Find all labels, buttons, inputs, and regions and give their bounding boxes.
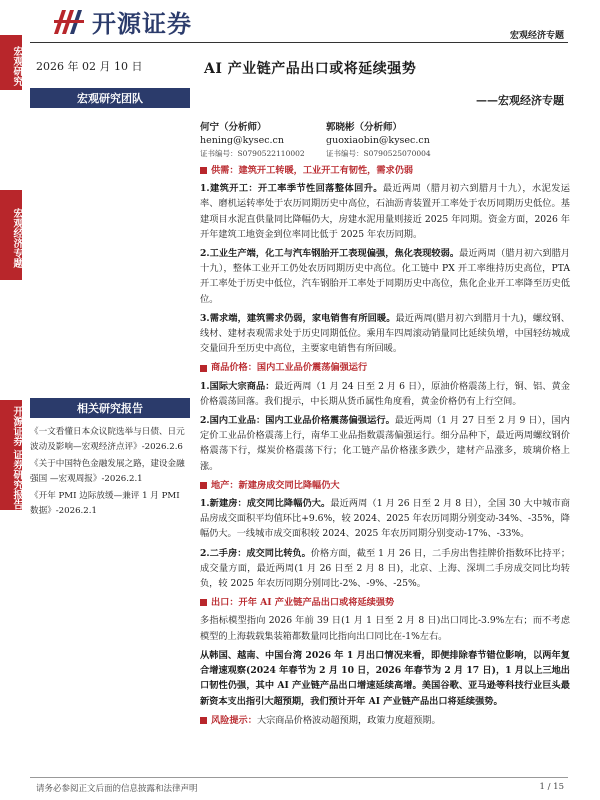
paragraph: 多指标模型指向 2026 年前 39 日(1 月 1 日至 2 月 8 日)出口同比-3.9%左右；而不考虑模型的上海载载集装箱都数量同比指向出口同比在-1%左右。 — [200, 615, 570, 642]
footer-divider — [30, 777, 568, 778]
paragraph-emphasis: 从韩国、越南、中国台湾 2026 年 1 月出口情况来看，即便排除春节错位影响，以两年复合增速观察(2024 年春节为 2 月 10 日，2026 年春节为 2 月 17 日)，1 月以上三地出口韧性仍强，其中 AI 产业链产品出口增速延续高增。美国谷歌、亚马逊等科技行业巨头最新资本支出指引大超预期，我们预计开年 AI 产业链产品出口将延续强势。 — [200, 649, 570, 707]
related-report-item[interactable]: 《关于中国特色金融发展之路，建设金融强国 —宏观周报》-2026.2.1 — [30, 459, 185, 484]
header-divider — [30, 42, 568, 43]
bullet-square-icon — [200, 365, 207, 372]
paragraph: 1.建筑开工：开工率季节性回落整体回升。最近两周（腊月初六到腊月十九），水泥发运率、磨机运转率处于农历同期历史中高位，石油沥青装置开工率处于农历同期历史低位。基建项目水泥直供量同比降幅仍大，房建水泥用量则接近 2025 年同期。资金方面，2026 年开年建筑工地资金到位率同比低于 2025 年农历同期。 — [200, 183, 570, 240]
section-heading-supply-demand: 供需：建筑开工转暖，工业开工有韧性，需求仍弱 — [200, 163, 570, 178]
page-number: 1 / 15 — [539, 782, 564, 792]
header-tag: 宏观经济专题 — [509, 31, 564, 41]
related-report-item[interactable]: 《开年 PMI 边际放缓—兼评 1 月 PMI 数据》-2026.2.1 — [30, 491, 180, 516]
paragraph: 1.新建房：成交同比降幅仍大。最近两周（1 月 26 日至 2 月 8 日），全国 30 大中城市商品房成交面积平均值环比+9.6%，较 2024、2025 年农历同期分别变动-34%、-35%，降幅仍大。一线城市成交面积较 2024、2025 年农历同期分别变动-17%、-33%。 — [200, 498, 570, 540]
logo-text: 开源证券 — [92, 9, 192, 38]
analyst-card — [326, 121, 431, 160]
analyst-email[interactable]: guoxiaobin@kysec.cn — [326, 135, 430, 146]
logo-mark-icon — [52, 6, 86, 36]
analyst-cert: 证书编号：S0790525070004 — [326, 149, 431, 158]
related-reports-heading: 相关研究报告 — [30, 398, 190, 418]
analyst-name: 何宁（分析师） — [200, 122, 267, 133]
bullet-square-icon — [200, 482, 207, 489]
section-heading-export: 出口：开年 AI 产业链产品出口或将延续强势 — [200, 595, 570, 610]
side-strip-macro: 宏观研究 — [0, 35, 22, 90]
team-heading: 宏观研究团队 — [30, 88, 190, 108]
bullet-square-icon — [200, 717, 207, 724]
section-heading-property: 地产：新建房成交同比降幅仍大 — [200, 478, 570, 493]
report-subtitle: ——宏观经济专题 — [476, 94, 564, 107]
analyst-email[interactable]: hening@kysec.cn — [200, 135, 284, 146]
bullet-square-icon — [200, 167, 207, 174]
related-reports-list — [30, 425, 190, 521]
report-body — [200, 162, 570, 732]
side-strip-topic: 宏观经济专题 — [0, 190, 22, 280]
footer-disclaimer: 请务必参阅正文后面的信息披露和法律声明 — [36, 784, 198, 794]
report-title: AI 产业链产品出口或将延续强势 — [204, 61, 417, 77]
analyst-cert: 证书编号：S0790522110002 — [200, 149, 305, 158]
risk-warning: 风险提示： 大宗商品价格波动超预期，政策力度超预期。 — [200, 713, 570, 728]
bullet-square-icon — [200, 599, 207, 606]
side-strip-broker: 开源证券 证券研究报告 — [0, 400, 22, 510]
paragraph: 1.国际大宗商品：最近两周（1 月 24 日至 2 月 6 日），原油价格震荡上行，铜、铝、黄金价格震荡回落。我们提示，中长期从货币属性角度看，黄金价格仍有上行空间。 — [200, 380, 570, 407]
paragraph: 2.国内工业品：国内工业品价格震荡偏强运行。最近两周（1 月 27 日至 2 月 9 日），国内定价工业品价格震荡上行，南华工业品指数震荡偏强运行。细分品种下，最近两周螺纹钢价格震荡下行，煤炭价格震荡下行；化工链产品价格涨多跌少，建材产品涨多，玻璃价格上涨。 — [200, 415, 570, 472]
analyst-card — [200, 121, 305, 160]
related-report-item[interactable]: 《一文看懂日本众议院选举与日债、日元波动及影响—宏观经济点评》-2026.2.6 — [30, 427, 185, 452]
analyst-name: 郭晓彬（分析师） — [326, 122, 403, 133]
paragraph: 2.工业生产端，化工与汽车钢胎开工表现偏强，焦化表现较弱。最近两周（腊月初六到腊月十九），整体工业开工仍处农历同期历史中高位。化工链中 PX 开工率维持历史高位，PTA 开工率处于历史中低位，汽车钢胎开工率处于同期历史中高位，焦化企业开工率降至历史低位。 — [200, 248, 570, 305]
report-date: 2026 年 02 月 10 日 — [36, 60, 143, 73]
brand-logo — [52, 4, 242, 38]
section-heading-commodity: 商品价格：国内工业品价震荡偏强运行 — [200, 360, 570, 375]
paragraph: 2.二手房：成交同比转负。价格方面，截至 1 月 26 日，二手房出售挂牌价指数环比持平；成交量方面，最近两周(1 月 26 日至 2 月 8 日)，北京、上海、深圳二手房成交同比均转负，较 2025 年农历同期分别同比-2%、-9%、-25%。 — [200, 547, 571, 590]
paragraph: 3.需求端，建筑需求仍弱，家电销售有所回暖。最近两周(腊月初六到腊月十九)，螺纹钢、线材、建材表观需求处于历史同期低位。乘用车四周滚动销量同比延续负增，中国轻纺城成交量回升至历史中高位，主要家电销售有所回暖。 — [200, 312, 570, 355]
